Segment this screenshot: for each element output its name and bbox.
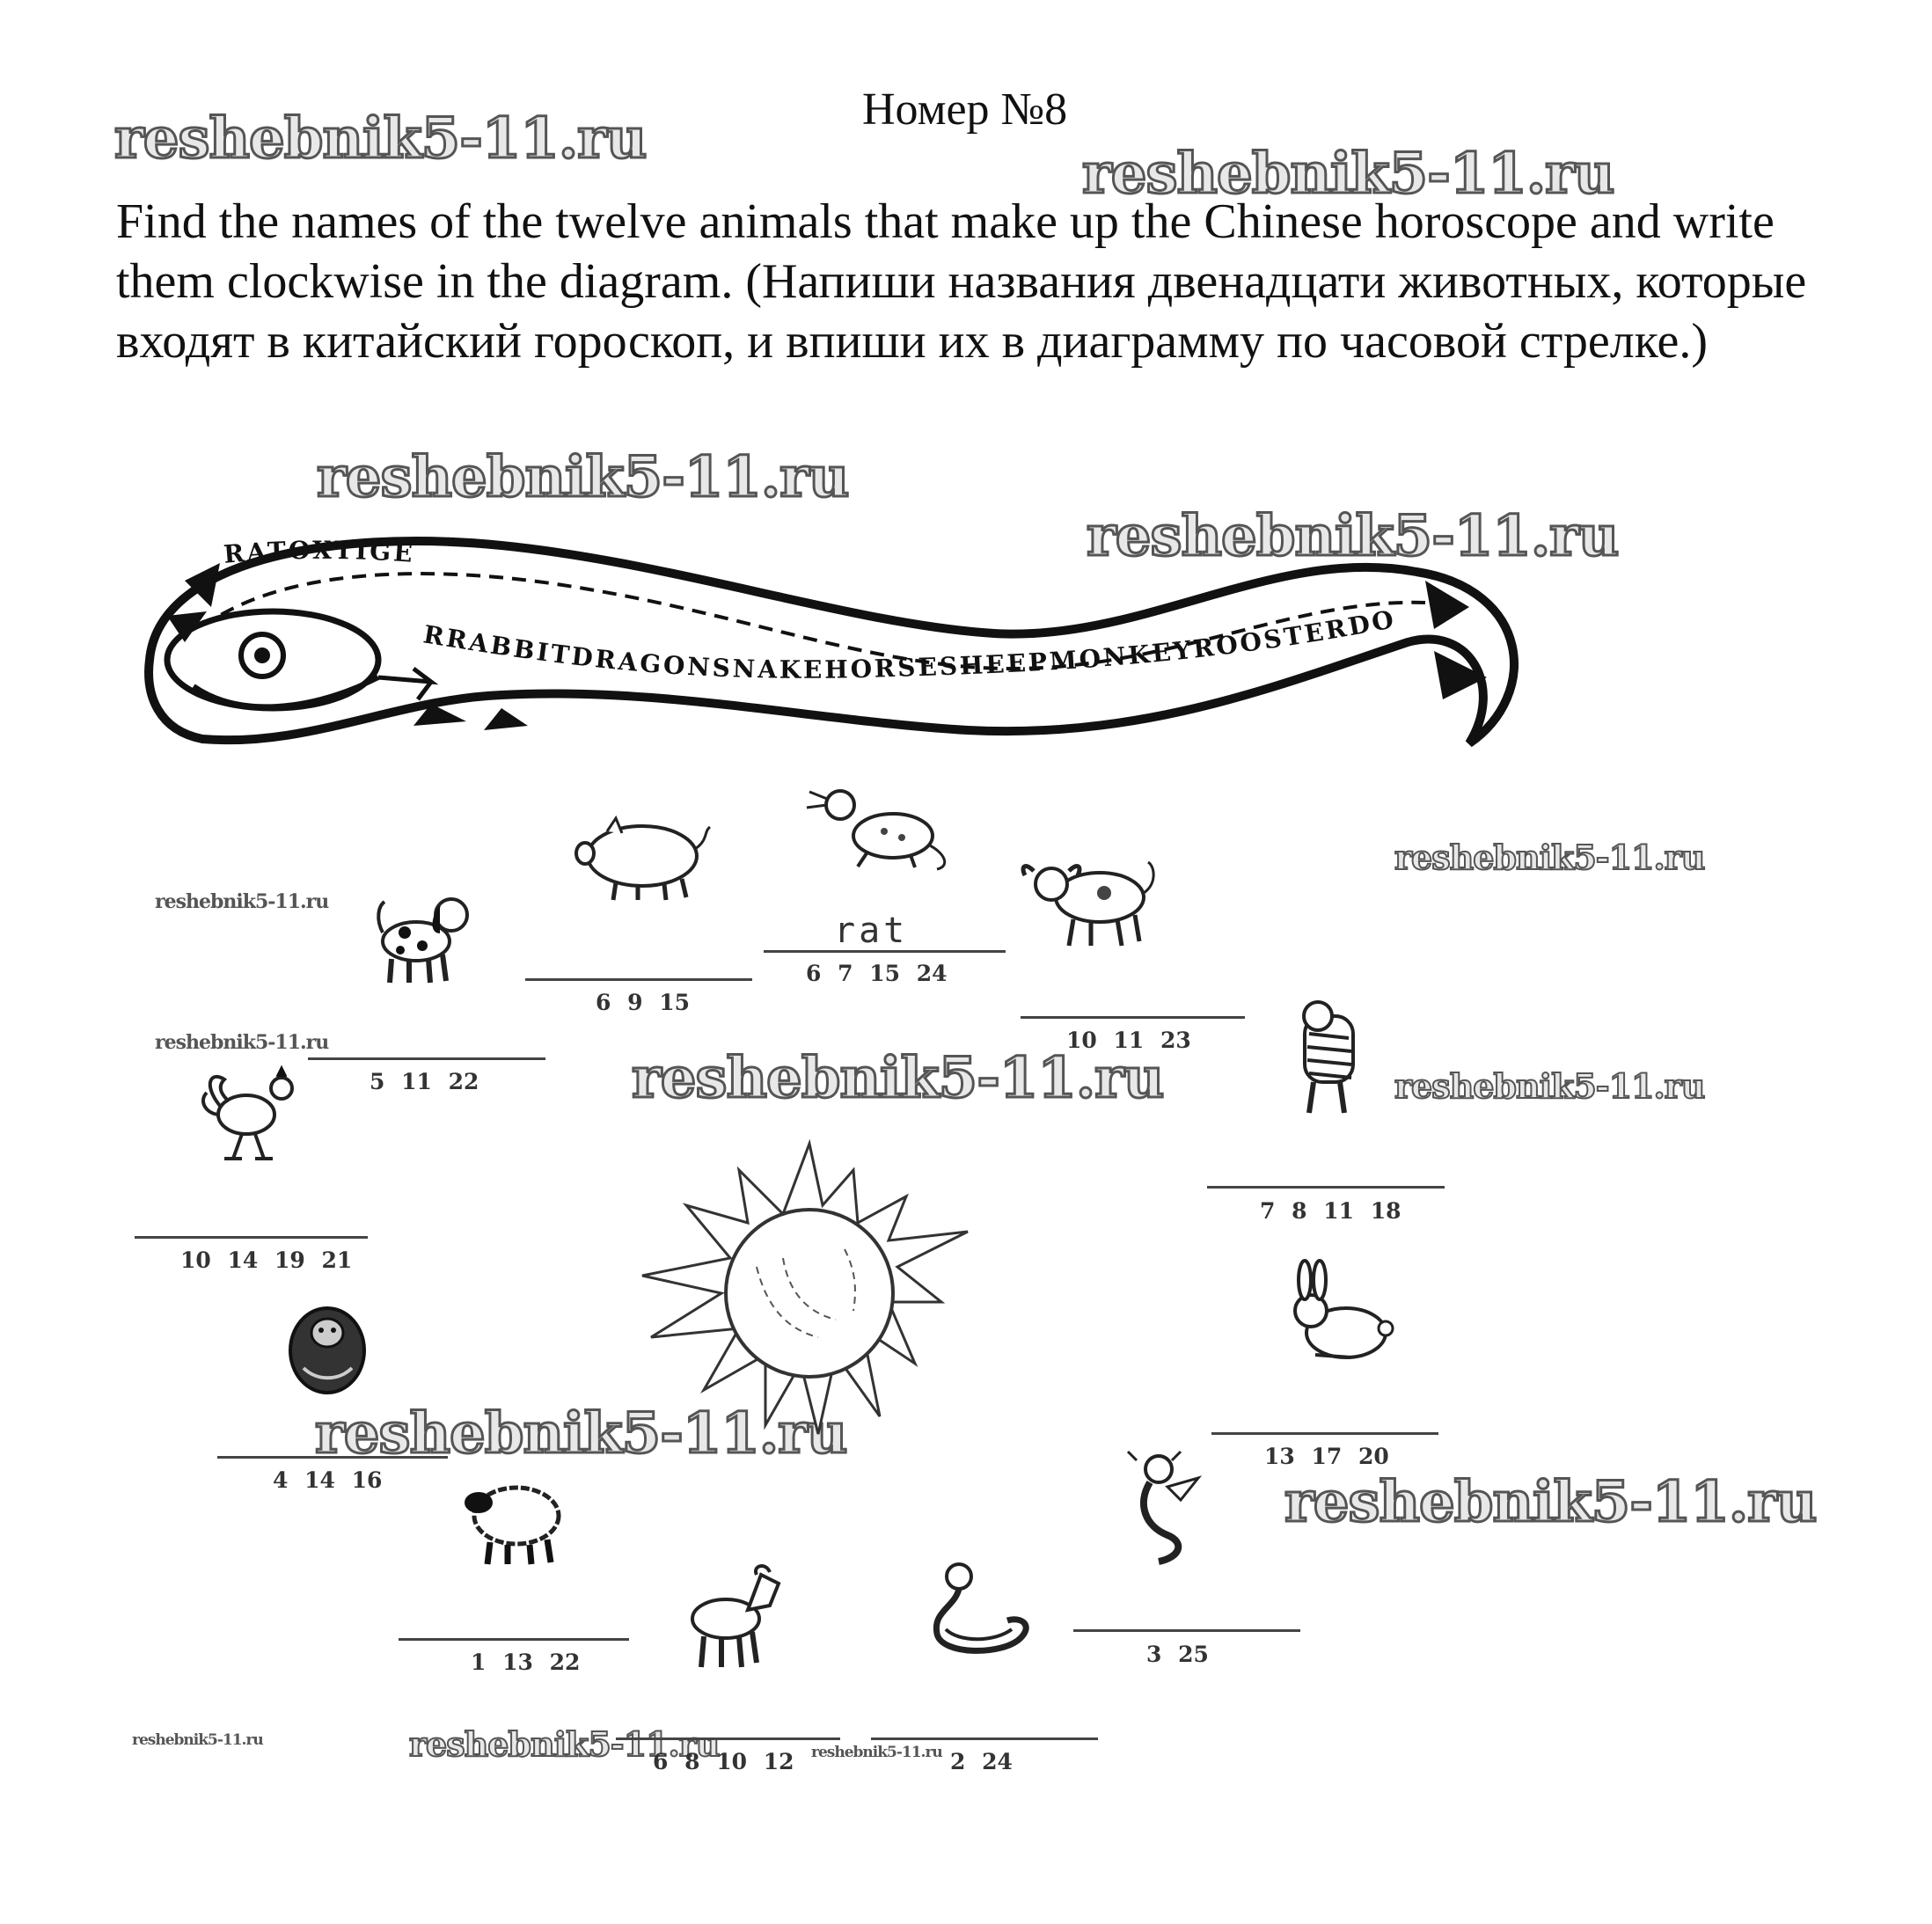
sheep-icon	[459, 1476, 565, 1569]
watermark: reshebnik5-11.ru	[409, 1724, 720, 1764]
snake-icon	[120, 487, 1548, 765]
watermark: reshebnik5-11.ru	[1082, 141, 1614, 207]
snake-upper-text: RATOXTIGE	[222, 535, 416, 569]
horse-icon	[682, 1562, 787, 1672]
letter-numbers: 10 11 23	[1066, 1028, 1191, 1053]
answer-line[interactable]	[871, 1737, 1098, 1740]
watermark: reshebnik5-11.ru	[632, 1045, 1164, 1111]
letter-numbers: 2 24	[950, 1749, 1013, 1774]
watermark: reshebnik5-11.ru	[155, 890, 329, 913]
answer-line[interactable]	[1207, 1186, 1445, 1189]
answer-line[interactable]	[399, 1638, 629, 1641]
letter-numbers: 7 8 11 18	[1260, 1198, 1401, 1224]
instruction-text: Find the names of the twelve animals that make up the Chinese horoscope and write them clockwise in the diagram. (Напиши названия двенадцати животных, которые входят в китайский гороскоп, и впиши их в диаграмму по часовой стрелке.)	[116, 194, 1807, 369]
watermark: reshebnik5-11.ru	[317, 444, 849, 510]
rat-icon	[805, 783, 955, 871]
watermark: reshebnik5-11.ru	[1394, 1066, 1705, 1106]
watermark: reshebnik5-11.ru	[1394, 838, 1705, 877]
letter-numbers: 4 14 16	[273, 1467, 383, 1493]
letter-numbers: 6 7 15 24	[806, 961, 948, 986]
sun-icon	[633, 1135, 985, 1452]
watermark: reshebnik5-11.ru	[315, 1401, 847, 1467]
tiger-icon	[1283, 999, 1371, 1117]
letter-numbers: 13 17 20	[1264, 1444, 1389, 1469]
answer-line[interactable]	[1211, 1432, 1438, 1435]
answer-line[interactable]	[135, 1236, 368, 1239]
pig-icon	[567, 814, 713, 902]
watermark: reshebnik5-11.ru	[1284, 1469, 1817, 1535]
watermark: reshebnik5-11.ru	[114, 106, 647, 172]
svg-text:RATOXTIGE	[223, 536, 416, 569]
answer-line[interactable]	[217, 1456, 448, 1459]
answer-text: rat	[834, 911, 909, 951]
answer-line[interactable]	[308, 1057, 545, 1060]
answer-line[interactable]	[616, 1737, 840, 1740]
watermark: reshebnik5-11.ru	[132, 1731, 263, 1749]
letter-numbers: 6 8 10 12	[653, 1749, 794, 1774]
answer-line[interactable]	[1021, 1016, 1245, 1019]
letter-numbers: 6 9 15	[596, 990, 690, 1015]
watermark: reshebnik5-11.ru	[1087, 503, 1619, 569]
monkey-icon	[286, 1298, 370, 1394]
page-title: Номер №8	[862, 84, 1068, 135]
snake-small-icon	[924, 1559, 1038, 1660]
letter-numbers: 1 13 22	[471, 1650, 581, 1675]
rabbit-icon	[1271, 1262, 1394, 1368]
ox-icon	[1016, 849, 1157, 950]
watermark: reshebnik5-11.ru	[811, 1744, 942, 1761]
letter-numbers: 5 11 22	[370, 1069, 479, 1094]
answer-line[interactable]	[525, 978, 752, 981]
dog-icon	[374, 884, 475, 985]
letter-numbers: 10 14 19 21	[180, 1247, 353, 1273]
snake-lower-text: RRABBITDRAGONSNAKEHORSESHEEPMONKEYROOSTERDOGPIG	[120, 487, 1399, 684]
rooster-icon	[198, 1066, 304, 1163]
answer-line[interactable]	[764, 950, 1006, 953]
watermark: reshebnik5-11.ru	[155, 1031, 329, 1054]
letter-numbers: 3 25	[1146, 1642, 1209, 1667]
dragon-icon	[1119, 1452, 1207, 1566]
answer-line[interactable]	[1073, 1629, 1300, 1632]
